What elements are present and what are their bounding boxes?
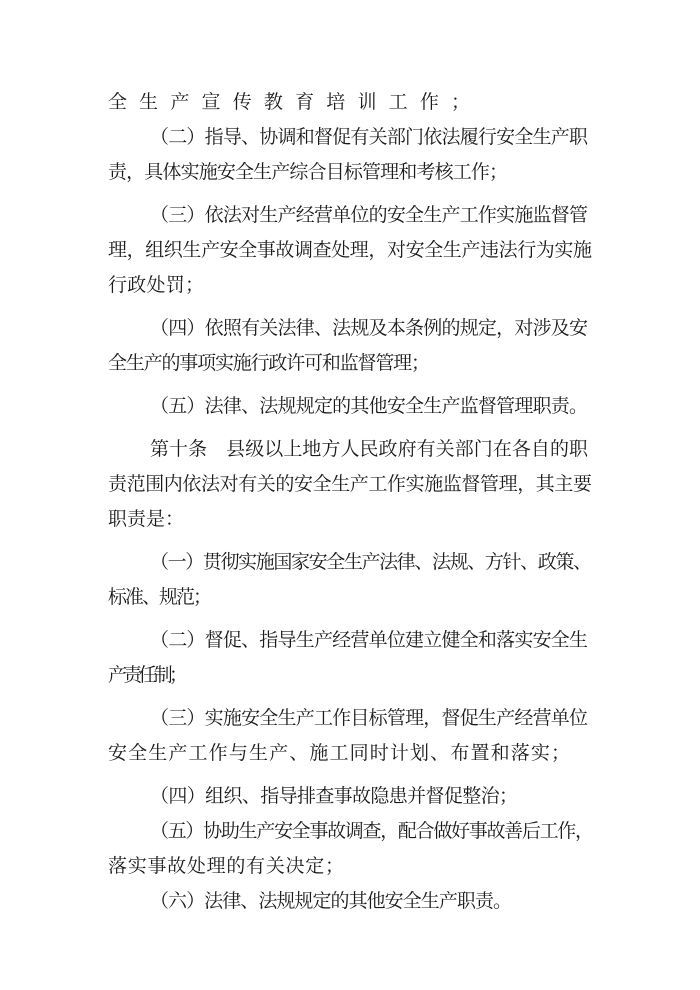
document-page: 全 生 产 宣 传 教 育 培 训 工 作 ； （ 二 ） 指 导 、 协 调 和 督 促 有 关 部 门 依 法 履 行 安 全 生 产 职 责 ， 具 体 实 施 安 全 生 产 综 合 目 标 管 理 和 考 核 工 作 ； （ 三 ） 依 法 对 生 产 经 营 单 位 的 安 全 生 产 工 作 实 施 监 督 管 理 ， 组 织 生 产 安 全 事 故 调 查 处 理 ， 对 安 全 生 产 违 法 行 为 实 施 行 政 处 罚 ； （ 四 ） 依 照 有 关 法 律 、 法 规 及 本 条 例 的 规 定 ， 对 涉 及 安 全 生 产 的 事 项 实 施 行 政 许 可 和 监 督 管 理 ； （ 五 ） 法 律 、 法 规 规 定 的 其 他 安 全 生 产 监 督 管 理 职 责 。 第 十 条 县 级 以 上 地 方 人 民 政 府 有 关 部 门 在 各 自 的 职 责 范 围 内 依 法 对 有 关 的 安 全 生 产 工 作 实 施 监 督 管 理 ， 其 主 要 职 责 是 ： （ 一 ） 贯 彻 实 施 国 家 安 全 生 产 法 律 、 法 规 、 方 针 、 政 策 、 标 准 、 规 范 ； （ 二 ） 督 促 、 指 导 生 产 经 营 单 位 建 立 健 全 和 落 实 安 全 生 产 责 任 制 ； （ 三 ） 实 施 安 全 生 产 工 作 目 标 管 理 ， 督 促 生 产 经 营 单 位 安 全 生 产 工 作 与 生 产 、 施 工 同 时 计 划 、 布 置 和 落 实 ； （ 四 ） 组 织 、 指 导 排 查 事 故 隐 患 并 督 促 整 治 ； （ 五 ） 协 助 生 产 安 全 事 故 调 查 ， 配 合 做 好 事 故 善 后 工 作 ， 落 实 事 故 处 理 的 有 关 决 定 ； （ 六 ） 法 律 、 法 规 规 定 的 其 他 安 全 生 产 职 责 。 [0, 0, 700, 990]
